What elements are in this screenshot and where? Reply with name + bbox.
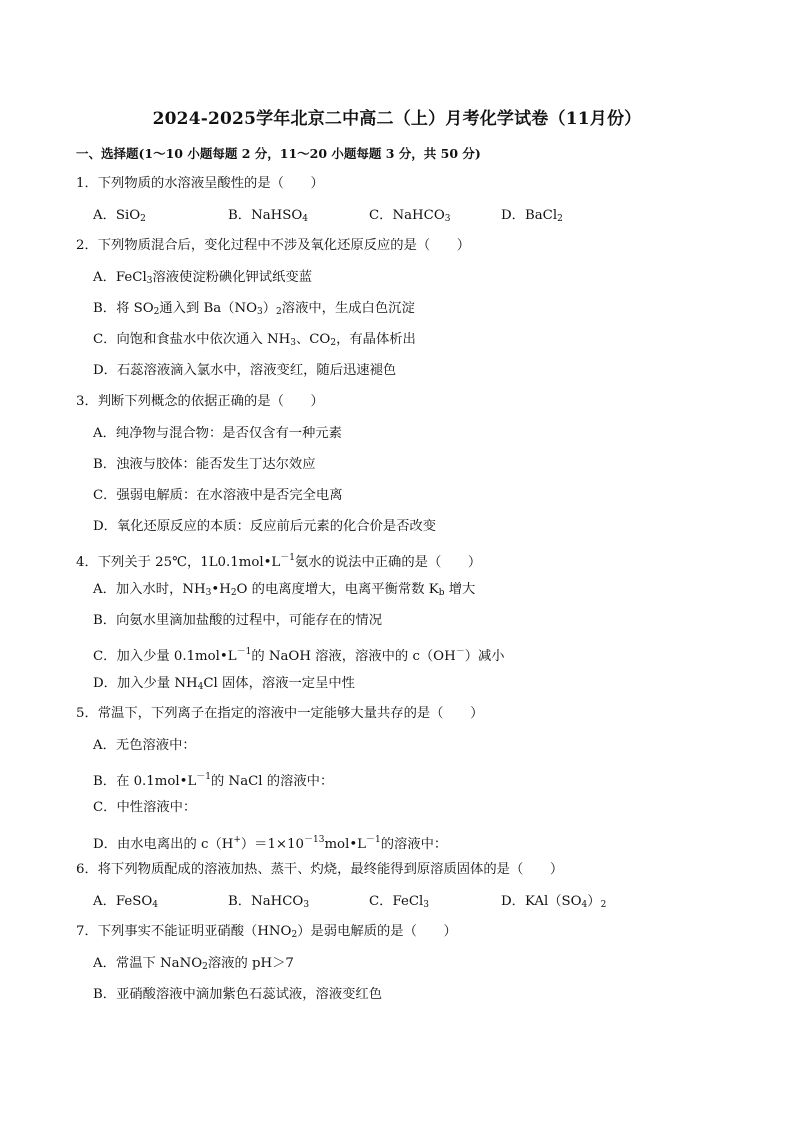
- question-2-option-c: C．向饱和食盐水中依次通入 $NH_3$、$CO_2$，有晶体析出: [93, 332, 416, 348]
- question-7-option-b: B．亚硝酸溶液中滴加紫色石蕊试液，溶液变红色: [93, 987, 383, 1002]
- question-4-option-a: A．加入水时，$NH_3•H_2O$ 的电离度增大，电离平衡常数 $K_b$ 增大: [93, 582, 476, 598]
- option-d: D．BaCl$_2$: [501, 208, 563, 224]
- question-3-option-d: D．氧化还原反应的本质：反应前后元素的化合价是否改变: [93, 519, 437, 534]
- option-b: B．NaHCO$_3$: [228, 894, 310, 910]
- question-5-option-a: A．无色溶液中：: [93, 738, 196, 753]
- question-3-stem: 3．判断下列概念的依据正确的是（ ）: [76, 394, 324, 409]
- option-b: B．NaHSO$_4$: [228, 208, 308, 224]
- question-4-option-d: D．加入少量 $NH_4Cl$ 固体，溶液一定呈中性: [93, 676, 355, 692]
- page-title: 2024-2025学年北京二中高二（上）月考化学试卷（11月份）: [152, 109, 642, 129]
- question-3-option-b: B．浊液与胶体：能否发生丁达尔效应: [93, 457, 316, 472]
- question-5-option-c: C．中性溶液中：: [93, 800, 197, 815]
- question-3-option-c: C．强弱电解质：在水溶液中是否完全电离: [93, 488, 343, 503]
- question-5-option-d: D．由水电离出的 $c(H^+)=1\times 10^{-13}mol•L^{-1}$的溶液中：: [93, 835, 448, 852]
- question-4-option-c: C．加入少量 $0.1mol•L^{-1}$的 NaOH 溶液，溶液中的 c（OH－）减小: [93, 647, 505, 664]
- option-c: C．NaHCO$_3$: [369, 208, 451, 224]
- question-2-option-b: B．将 $SO_2$通入到 $Ba(NO_3)_2$溶液中，生成白色沉淀: [93, 301, 415, 317]
- question-1-stem: 1．下列物质的水溶液呈酸性的是（ ）: [76, 176, 324, 191]
- option-a: A．SiO$_2$: [93, 208, 146, 224]
- question-2-stem: 2．下列物质混合后，变化过程中不涉及氧化还原反应的是（ ）: [76, 238, 471, 253]
- question-5-stem: 5．常温下，下列离子在指定的溶液中一定能够大量共存的是（ ）: [76, 706, 484, 721]
- question-7-option-a: A．常温下 NaNO$_2$溶液的 pH＞7: [93, 956, 294, 972]
- option-c: C．FeCl$_3$: [369, 894, 430, 910]
- question-4-stem: 4．下列关于 25℃，$1L0.1mol•L^{-1}$氨水的说法中正确的是（ ）: [76, 553, 482, 570]
- question-7-stem: 7．下列事实不能证明亚硝酸$(HNO_2)$是弱电解质的是（ ）: [76, 924, 457, 940]
- section-heading: 一、选择题(1～10 小题每题 2 分，11～20 小题每题 3 分，共 50 分): [76, 146, 481, 161]
- question-2-option-a: A．FeCl$_3$溶液使淀粉碘化钾试纸变蓝: [93, 270, 312, 286]
- question-4-option-b: B．向氨水里滴加盐酸的过程中，可能存在的情况: [93, 613, 383, 628]
- question-3-option-a: A．纯净物与混合物：是否仅含有一种元素: [93, 426, 342, 441]
- question-5-option-b: B．在 $0.1mol•L^{-1}$的 NaCl 的溶液中：: [93, 772, 334, 789]
- option-a: A．FeSO$_4$: [93, 894, 159, 910]
- question-2-option-d: D．石蕊溶液滴入氯水中，溶液变红，随后迅速褪色: [93, 363, 397, 378]
- option-d: D．$KAl(SO_4)_2$: [501, 894, 607, 910]
- question-6-stem: 6．将下列物质配成的溶液加热、蒸干、灼烧，最终能得到原溶质固体的是（ ）: [76, 862, 564, 877]
